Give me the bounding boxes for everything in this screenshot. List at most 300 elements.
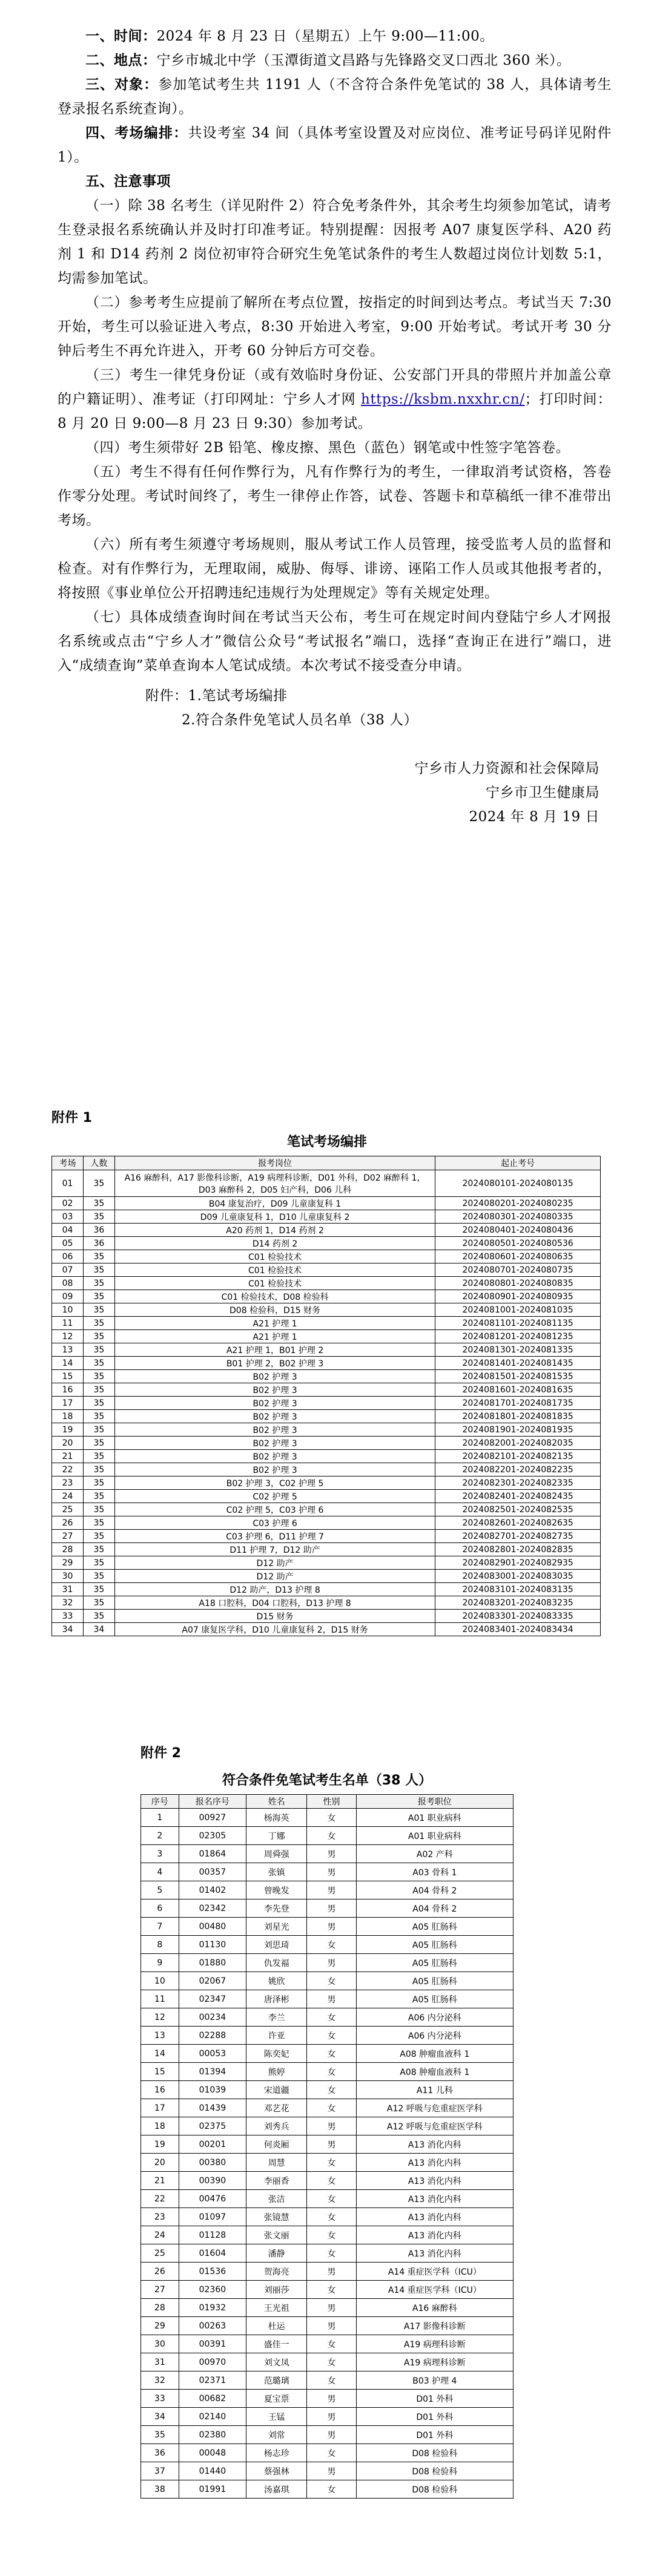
table-cell: 33 xyxy=(141,2390,179,2408)
table-cell: 01439 xyxy=(179,2099,246,2117)
header-cell: 考场 xyxy=(52,1156,84,1170)
table-row xyxy=(141,2081,514,2099)
table-cell: 01402 xyxy=(179,1881,246,1899)
table-cell: 00357 xyxy=(179,1863,246,1881)
table-cell: D08 检验科，D15 财务 xyxy=(114,1303,435,1317)
table-cell: 35 xyxy=(83,1330,114,1343)
table-cell: A13 消化内科 xyxy=(356,2172,513,2190)
table-cell: 00476 xyxy=(179,2190,246,2208)
table-cell: 2024080501-2024080536 xyxy=(435,1237,601,1250)
table-cell: 35 xyxy=(83,1370,114,1383)
table-cell: 24 xyxy=(52,1490,84,1503)
table-row xyxy=(141,2371,514,2390)
table-cell: 01097 xyxy=(179,2208,246,2226)
table-row xyxy=(141,2008,514,2027)
table-cell: D12 助产，D13 护理 8 xyxy=(114,1583,435,1596)
table-cell: 00682 xyxy=(179,2390,246,2408)
table-cell: 男 xyxy=(307,2135,356,2154)
table-cell: 02347 xyxy=(179,1990,246,2008)
exam-room-table xyxy=(51,1156,601,1636)
table-row xyxy=(141,2317,514,2335)
table-cell: 9 xyxy=(141,1954,179,1972)
table-cell: 仇发福 xyxy=(246,1954,307,1972)
table-cell: 2024080101-2024080135 xyxy=(435,1170,601,1197)
table-cell: 00391 xyxy=(179,2335,246,2353)
table-row xyxy=(141,2263,514,2281)
table-cell: 张镇 xyxy=(246,1863,307,1881)
signature-block xyxy=(58,756,612,829)
table-cell: 女 xyxy=(307,2190,356,2208)
table-cell: 24 xyxy=(141,2226,179,2244)
table-cell: 女 xyxy=(307,2353,356,2371)
table-cell: 00927 xyxy=(179,1809,246,1827)
table-cell: 女 xyxy=(307,2008,356,2027)
table-cell: 张洁 xyxy=(246,2190,307,2208)
item-target xyxy=(58,73,612,121)
table-cell: 盛佳一 xyxy=(246,2335,307,2353)
table-cell: 35 xyxy=(83,1303,114,1317)
table-cell: D12 助产 xyxy=(114,1570,435,1583)
table-cell: B03 护理 4 xyxy=(356,2371,513,2390)
table-cell: 刘思琦 xyxy=(246,1936,307,1954)
table-cell: 35 xyxy=(83,1210,114,1224)
table-cell: 陈奕妃 xyxy=(246,2045,307,2063)
table-cell: 35 xyxy=(83,1596,114,1610)
table-cell: A19 病理科诊断 xyxy=(356,2353,513,2371)
table-cell: A05 肛肠科 xyxy=(356,1972,513,1990)
table-cell: B02 护理 3，C02 护理 5 xyxy=(114,1476,435,1490)
table-cell: 02305 xyxy=(179,1827,246,1845)
table-row xyxy=(52,1583,601,1596)
table-cell: 张文丽 xyxy=(246,2226,307,2244)
table-cell: 27 xyxy=(52,1530,84,1543)
table-cell: 35 xyxy=(83,1503,114,1516)
table-cell: 25 xyxy=(52,1503,84,1516)
item-text: 2024 年 8 月 23 日（星期五）上午 9:00—11:00。 xyxy=(156,28,494,44)
table-cell: 35 xyxy=(83,1437,114,1450)
item-label: 一、时间： xyxy=(85,28,157,44)
table-cell: 2024083001-2024083035 xyxy=(435,1570,601,1583)
table-row xyxy=(52,1623,601,1636)
table-row xyxy=(52,1543,601,1556)
table-cell: 00380 xyxy=(179,2154,246,2172)
table-cell: A20 药剂 1，D14 药剂 2 xyxy=(114,1224,435,1237)
table-cell: A12 呼吸与危重症医学科 xyxy=(356,2099,513,2117)
table-cell: 20 xyxy=(52,1437,84,1450)
table-cell: 2024082901-2024082935 xyxy=(435,1556,601,1570)
table-cell: A13 消化内科 xyxy=(356,2208,513,2226)
table-row xyxy=(141,2462,514,2480)
table-cell: 01604 xyxy=(179,2244,246,2263)
table-cell: 男 xyxy=(307,2299,356,2317)
table-cell: A06 内分泌科 xyxy=(356,2008,513,2027)
table-cell: 01128 xyxy=(179,2226,246,2244)
table-cell: 29 xyxy=(141,2317,179,2335)
table-cell: 35 xyxy=(83,1197,114,1210)
table-cell: 2024083301-2024083335 xyxy=(435,1610,601,1623)
table-cell: 2024082001-2024082035 xyxy=(435,1437,601,1450)
table-cell: 姚欣 xyxy=(246,1972,307,1990)
table-row xyxy=(141,1809,514,1827)
item-text: 参加笔试考生共 1191 人（不含符合条件免笔试的 38 人，具体请考生登录报名系统查询）。 xyxy=(58,77,612,117)
table-row xyxy=(141,2408,514,2426)
exempt-list-table xyxy=(140,1794,514,2499)
table-row xyxy=(141,2117,514,2135)
table-cell: 女 xyxy=(307,1972,356,1990)
table-cell: 2024083201-2024083235 xyxy=(435,1596,601,1610)
table-cell: 杨海英 xyxy=(246,1809,307,1827)
table-cell: D01 外科 xyxy=(356,2408,513,2426)
table-cell: 16 xyxy=(52,1383,84,1397)
attachment-2: 2.符合条件免笔试人员名单（38 人） xyxy=(182,712,418,728)
table-cell: 2024081701-2024081735 xyxy=(435,1397,601,1410)
table-cell: 31 xyxy=(52,1583,84,1596)
attachment-label: 附件： xyxy=(145,688,188,704)
table-cell: 熊婷 xyxy=(246,2063,307,2081)
table-cell: 2024080701-2024080735 xyxy=(435,1263,601,1277)
annex-1-title: 笔试考场编排 xyxy=(286,1135,367,1150)
table-cell: A17 影像科诊断 xyxy=(356,2317,513,2335)
table-cell: B02 护理 3 xyxy=(114,1370,435,1383)
table-cell: 2024083401-2024083434 xyxy=(435,1623,601,1636)
table-cell: 2024083101-2024083135 xyxy=(435,1583,601,1596)
table-row xyxy=(52,1437,601,1450)
table-cell: A19 病理科诊断 xyxy=(356,2335,513,2353)
table-cell: 35 xyxy=(83,1263,114,1277)
table-row xyxy=(141,2281,514,2299)
table-cell: 男 xyxy=(307,1918,356,1936)
table-cell: 2 xyxy=(141,1827,179,1845)
table-row xyxy=(52,1357,601,1370)
table-cell: 2024080301-2024080335 xyxy=(435,1210,601,1224)
table-header-row xyxy=(141,1795,514,1809)
table-cell: 09 xyxy=(52,1290,84,1303)
table-row xyxy=(141,2226,514,2244)
table-cell: A13 消化内科 xyxy=(356,2154,513,2172)
paragraph: （二）参考考生应提前了解所在考点位置，按指定的时间到达考点。考试当天 7:30 开始，考生可以验证进入考点，8:30 开始进入考室，9:00 开始考试。考试开考 30 分钟后考生不再允许进入，开考 60 分钟后方可交卷。 xyxy=(58,295,612,359)
table-cell: C02 护理 5 xyxy=(114,1490,435,1503)
table-cell: C03 护理 6，D11 护理 7 xyxy=(114,1530,435,1543)
table-row xyxy=(141,2099,514,2117)
table-cell: B01 护理 2，B02 护理 3 xyxy=(114,1357,435,1370)
table-row xyxy=(52,1530,601,1543)
table-cell: 夏宝票 xyxy=(246,2390,307,2408)
header-cell: 报名序号 xyxy=(179,1795,246,1809)
table-cell: 2024081001-2024081035 xyxy=(435,1303,601,1317)
table-cell: 11 xyxy=(141,1990,179,2008)
table-cell: 2024082301-2024082335 xyxy=(435,1476,601,1490)
table-cell: 32 xyxy=(141,2371,179,2390)
table-cell: 男 xyxy=(307,2117,356,2135)
table-cell: D11 护理 7，D12 助产 xyxy=(114,1543,435,1556)
table-cell: 02067 xyxy=(179,1972,246,1990)
table-row xyxy=(141,2244,514,2263)
table-cell: 女 xyxy=(307,2063,356,2081)
table-cell: 范璐璃 xyxy=(246,2371,307,2390)
table-cell: 28 xyxy=(141,2299,179,2317)
table-cell: 许亚 xyxy=(246,2027,307,2045)
table-cell: 汤嘉琪 xyxy=(246,2480,307,2499)
table-cell: B02 护理 3 xyxy=(114,1423,435,1437)
table-row xyxy=(52,1290,601,1303)
table-row xyxy=(141,2335,514,2353)
table-cell: A16 麻醉科 xyxy=(356,2299,513,2317)
table-row xyxy=(141,1827,514,1845)
table-cell: 36 xyxy=(141,2444,179,2462)
table-cell: 2024082401-2024082435 xyxy=(435,1490,601,1503)
table-cell: 02371 xyxy=(179,2371,246,2390)
table-cell: 35 xyxy=(83,1170,114,1197)
table-cell: 35 xyxy=(83,1397,114,1410)
table-row xyxy=(52,1490,601,1503)
table-cell: 21 xyxy=(141,2172,179,2190)
print-link[interactable]: https://ksbm.nxxhr.cn/ xyxy=(361,392,525,407)
table-cell: 31 xyxy=(141,2353,179,2371)
table-cell: D15 财务 xyxy=(114,1610,435,1623)
table-cell: 2024082601-2024082635 xyxy=(435,1516,601,1530)
paragraph-text: （三）考生一律凭身份证（或有效临时身份证、公安部门开具的带照片并加盖公章的户籍证明）、准考证（打印网址：宁乡人才网 xyxy=(58,367,612,407)
table-cell: 00053 xyxy=(179,2045,246,2063)
table-cell: C02 护理 5，C03 护理 6 xyxy=(114,1503,435,1516)
table-cell: 02360 xyxy=(179,2281,246,2299)
table-cell: 张镜慧 xyxy=(246,2208,307,2226)
table-cell: 32 xyxy=(52,1596,84,1610)
table-cell: 3 xyxy=(141,1845,179,1863)
table-cell: 李丽香 xyxy=(246,2172,307,2190)
table-cell: 14 xyxy=(141,2045,179,2063)
table-cell: 王锰 xyxy=(246,2408,307,2426)
signer-1: 宁乡市人力资源和社会保障局 xyxy=(414,761,600,776)
table-cell: D08 检验科 xyxy=(356,2480,513,2499)
table-cell: 35 xyxy=(83,1490,114,1503)
table-cell: 男 xyxy=(307,1881,356,1899)
table-cell: 丁娜 xyxy=(246,1827,307,1845)
table-cell: 07 xyxy=(52,1263,84,1277)
table-cell: 男 xyxy=(307,1845,356,1863)
table-cell: A13 消化内科 xyxy=(356,2244,513,2263)
table-row xyxy=(141,1972,514,1990)
table-cell: B02 护理 3 xyxy=(114,1437,435,1450)
table-row xyxy=(141,2390,514,2408)
table-cell: 宋道疆 xyxy=(246,2081,307,2099)
table-cell: 30 xyxy=(52,1570,84,1583)
table-cell: 28 xyxy=(52,1543,84,1556)
table-row xyxy=(52,1516,601,1530)
table-cell: 04 xyxy=(52,1224,84,1237)
section-title: 五、注意事项 xyxy=(85,173,171,189)
table-cell: B02 护理 3 xyxy=(114,1463,435,1476)
table-cell: 34 xyxy=(52,1623,84,1636)
paragraph-text: ；打印时间：8 月 20 日 9:00—8 月 23 日 9:30）参加考试。 xyxy=(58,392,612,431)
table-cell: 女 xyxy=(307,2154,356,2172)
table-cell: 01932 xyxy=(179,2299,246,2317)
table-cell: 2024082501-2024082535 xyxy=(435,1503,601,1516)
table-cell: 01440 xyxy=(179,2462,246,2480)
table-cell: 29 xyxy=(52,1556,84,1570)
table-row xyxy=(52,1197,601,1210)
table-row xyxy=(141,2480,514,2499)
table-cell: 12 xyxy=(52,1330,84,1343)
table-cell: 男 xyxy=(307,2317,356,2335)
paragraph: （四）考生须带好 2B 铅笔、橡皮擦、黑色（蓝色）钢笔或中性签字笔答卷。 xyxy=(85,440,570,456)
table-cell: 男 xyxy=(307,2462,356,2480)
table-cell: 2024080901-2024080935 xyxy=(435,1290,601,1303)
header-cell: 性别 xyxy=(307,1795,356,1809)
table-row xyxy=(141,1899,514,1918)
table-row xyxy=(141,1918,514,1936)
table-cell: 35 xyxy=(83,1383,114,1397)
table-cell: 35 xyxy=(83,1290,114,1303)
table-cell: 35 xyxy=(83,1277,114,1290)
table-cell: A04 骨科 2 xyxy=(356,1899,513,1918)
table-cell: 11 xyxy=(52,1317,84,1330)
table-cell: 03 xyxy=(52,1210,84,1224)
table-cell: 2024082701-2024082735 xyxy=(435,1530,601,1543)
table-cell: 李先登 xyxy=(246,1899,307,1918)
header-cell: 人数 xyxy=(83,1156,114,1170)
table-cell: 男 xyxy=(307,1990,356,2008)
table-cell: 13 xyxy=(52,1343,84,1357)
table-row xyxy=(141,1990,514,2008)
table-row xyxy=(52,1397,601,1410)
table-cell: 13 xyxy=(141,2027,179,2045)
table-cell: 刘丽莎 xyxy=(246,2281,307,2299)
table-cell: 35 xyxy=(83,1423,114,1437)
table-cell: A04 骨科 2 xyxy=(356,1881,513,1899)
table-cell: 2024080601-2024080635 xyxy=(435,1250,601,1263)
table-row xyxy=(52,1317,601,1330)
table-cell: 34 xyxy=(83,1623,114,1636)
table-cell: 02375 xyxy=(179,2117,246,2135)
paragraph: （七）具体成绩查询时间在考试当天公布，考生可在规定时间内登陆宁乡人才网报名系统或点击“宁乡人才”微信公众号“考试报名”端口，选择“查询正在进行”端口，进入“成绩查询”菜单查询本人笔试成绩。本次考试不接受查分申请。 xyxy=(58,609,612,673)
table-row xyxy=(52,1224,601,1237)
table-row xyxy=(52,1237,601,1250)
table-cell: 16 xyxy=(141,2081,179,2099)
table-cell: 01394 xyxy=(179,2063,246,2081)
table-cell: A06 内分泌科 xyxy=(356,2027,513,2045)
table-cell: 18 xyxy=(52,1410,84,1423)
table-row xyxy=(52,1383,601,1397)
table-row xyxy=(52,1556,601,1570)
table-row xyxy=(52,1330,601,1343)
table-cell: 35 xyxy=(83,1543,114,1556)
table-cell: 25 xyxy=(141,2244,179,2263)
table-cell: C01 检验技术 xyxy=(114,1277,435,1290)
table-cell: 女 xyxy=(307,1809,356,1827)
table-cell: 10 xyxy=(141,1972,179,1990)
table-cell: 1 xyxy=(141,1809,179,1827)
table-cell: 27 xyxy=(141,2281,179,2299)
table-cell: 女 xyxy=(307,2045,356,2063)
table-cell: 00390 xyxy=(179,2172,246,2190)
table-cell: 女 xyxy=(307,2480,356,2499)
table-cell: 20 xyxy=(141,2154,179,2172)
table-row xyxy=(52,1410,601,1423)
table-header-row xyxy=(52,1156,601,1170)
table-row xyxy=(52,1450,601,1463)
paragraph: （六）所有考生须遵守考场规则，服从考试工作人员管理，接受监考人员的监督和检查。对有作弊行为，无理取闹，威胁、侮辱、诽谤、诬陷工作人员或其他报考者的，将按照《事业单位公开招聘违纪违规行为处理规定》等有关规定处理。 xyxy=(58,537,612,601)
table-cell: 15 xyxy=(52,1370,84,1383)
table-cell: 17 xyxy=(52,1397,84,1410)
table-cell: A12 呼吸与危重症医学科 xyxy=(356,2117,513,2135)
table-cell: A08 肿瘤血液科 1 xyxy=(356,2063,513,2081)
table-cell: A05 肛肠科 xyxy=(356,1936,513,1954)
table-row xyxy=(52,1277,601,1290)
item-text: 共设考室 34 间（具体考室设置及对应岗位、准考证号码详见附件 1）。 xyxy=(58,125,612,165)
table-cell: 35 xyxy=(83,1450,114,1463)
table-cell: 刘常 xyxy=(246,2426,307,2444)
header-cell: 姓名 xyxy=(246,1795,307,1809)
table-cell: 35 xyxy=(83,1463,114,1476)
annex-2-title: 符合条件免笔试考生名单（38 人） xyxy=(222,1773,432,1788)
table-row xyxy=(141,2299,514,2317)
table-cell: 女 xyxy=(307,2172,356,2190)
table-cell: 38 xyxy=(141,2480,179,2499)
table-cell: C01 检验技术，D08 检验科 xyxy=(114,1290,435,1303)
table-cell: 36 xyxy=(83,1237,114,1250)
table-cell: 男 xyxy=(307,1863,356,1881)
table-cell: 01864 xyxy=(179,1845,246,1863)
table-cell: 2024081201-2024081235 xyxy=(435,1330,601,1343)
table-row xyxy=(141,1863,514,1881)
table-cell: A11 儿科 xyxy=(356,2081,513,2099)
table-cell: C01 检验技术 xyxy=(114,1250,435,1263)
table-cell: 00234 xyxy=(179,2008,246,2027)
table-cell: 杜运 xyxy=(246,2317,307,2335)
table-cell: 周慧 xyxy=(246,2154,307,2172)
table-cell: 周舜强 xyxy=(246,1845,307,1863)
table-row xyxy=(52,1210,601,1224)
table-cell: 6 xyxy=(141,1899,179,1918)
table-cell: A21 护理 1 xyxy=(114,1330,435,1343)
table-cell: 12 xyxy=(141,2008,179,2027)
table-cell: A08 肿瘤血液科 1 xyxy=(356,2045,513,2063)
item-text: 宁乡市城北中学（玉潭街道文昌路与先锋路交叉口西北 360 米）。 xyxy=(156,53,571,68)
table-cell: 00970 xyxy=(179,2353,246,2371)
table-cell: B02 护理 3 xyxy=(114,1450,435,1463)
table-row xyxy=(52,1570,601,1583)
table-cell: A13 消化内科 xyxy=(356,2226,513,2244)
table-cell: 2024082201-2024082235 xyxy=(435,1463,601,1476)
table-cell: 35 xyxy=(83,1516,114,1530)
table-cell: 35 xyxy=(83,1343,114,1357)
table-cell: 01 xyxy=(52,1170,84,1197)
table-row xyxy=(52,1170,601,1197)
table-row xyxy=(52,1303,601,1317)
item-label: 三、对象： xyxy=(85,76,159,93)
table-cell: D01 外科 xyxy=(356,2426,513,2444)
table-cell: 19 xyxy=(141,2135,179,2154)
table-cell: 33 xyxy=(52,1610,84,1623)
table-cell: 00263 xyxy=(179,2317,246,2335)
table-cell: 2024081801-2024081835 xyxy=(435,1410,601,1423)
table-cell: 蔡强林 xyxy=(246,2462,307,2480)
table-row xyxy=(52,1463,601,1476)
table-cell: 35 xyxy=(83,1610,114,1623)
table-row xyxy=(52,1263,601,1277)
table-row xyxy=(141,1881,514,1899)
table-cell: 女 xyxy=(307,2027,356,2045)
table-row xyxy=(52,1370,601,1383)
table-cell: 2024081301-2024081335 xyxy=(435,1343,601,1357)
table-cell: 5 xyxy=(141,1881,179,1899)
attachment-1-text: 1.笔试考场编排 xyxy=(188,688,288,704)
table-cell: 女 xyxy=(307,1827,356,1845)
table-cell: 2024081401-2024081435 xyxy=(435,1357,601,1370)
table-cell: A14 重症医学科（ICU） xyxy=(356,2263,513,2281)
table-cell: 男 xyxy=(307,1899,356,1918)
exam-room-rows xyxy=(52,1170,601,1636)
